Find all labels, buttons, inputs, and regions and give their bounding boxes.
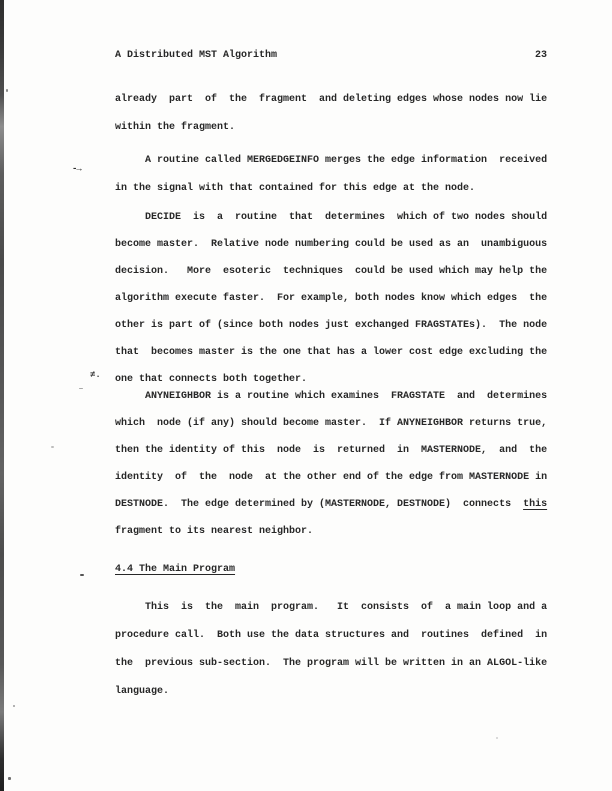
scan-speck (80, 574, 84, 576)
body-line: in the signal with that contained for this edge at the node. (115, 183, 476, 194)
body-line: ANYNEIGHBOR is a routine which examines FRAGSTATE and determines (115, 391, 548, 402)
body-line-prefix: DESTNODE. The edge determined by (MASTERNODE, DESTNODE) connects (115, 499, 524, 510)
body-line-with-underline (115, 491, 547, 518)
scan-speck (8, 777, 11, 780)
body-line: that becomes master is the one that has a lower cost edge excluding the (115, 347, 548, 358)
page-header (115, 49, 547, 63)
page-header-title: A Distributed MST Algorithm (115, 50, 278, 61)
body-line: then the identity of this node is returned in MASTERNODE, and the (115, 445, 548, 456)
body-line: algorithm execute faster. For example, both nodes know which edges the (115, 293, 548, 304)
scan-speck (51, 446, 54, 448)
body-line: which node (if any) should become master. If ANYNEIGHBOR returns true, (115, 418, 548, 429)
body-line: DECIDE is a routine that determines which of two nodes should (115, 212, 548, 223)
body-line: the previous sub-section. The program will be written in an ALGOL-like (115, 658, 548, 669)
section-heading-container (115, 556, 235, 583)
body-line: other is part of (since both nodes just exchanged FRAGSTATEs). The node (115, 320, 548, 331)
section-heading: 4.4 The Main Program (115, 564, 236, 575)
paragraph-decide (115, 204, 547, 393)
body-line: become master. Relative node numbering could be used as an unambiguous (115, 239, 548, 250)
body-line: A routine called MERGEDGEINFO merges the edge information received (115, 155, 548, 166)
scan-speck (13, 705, 15, 707)
paragraph-main-program (115, 594, 547, 706)
binding-edge-artifact (0, 0, 4, 791)
scan-speck (79, 388, 83, 389)
paragraph-fragment-edges (115, 86, 547, 142)
margin-annotation-mark-icon: ≠. (90, 370, 101, 380)
body-line: already part of the fragment and deleting edges whose nodes now lie (115, 94, 548, 105)
page-number: 23 (534, 50, 547, 61)
paragraph-anyneighbor (115, 383, 547, 545)
body-line: one that connects both together. (115, 374, 308, 385)
body-line: language. (115, 686, 170, 697)
body-line: fragment to its nearest neighbor. (115, 526, 314, 537)
body-line: decision. More esoteric techniques could be used which may help the (115, 266, 548, 277)
margin-annotation-arrow-icon: -→ (72, 164, 81, 174)
body-line: within the fragment. (115, 122, 236, 133)
paragraph-mergedgeinfo (115, 147, 547, 203)
underlined-word: this (523, 499, 548, 510)
body-line: procedure call. Both use the data structures and routines defined in (115, 630, 548, 641)
scan-speck (6, 89, 8, 92)
body-line: This is the main program. It consists of a main loop and a (115, 602, 548, 613)
body-line: identity of the node at the other end of the edge from MASTERNODE in (115, 472, 548, 483)
scan-speck (496, 737, 498, 739)
